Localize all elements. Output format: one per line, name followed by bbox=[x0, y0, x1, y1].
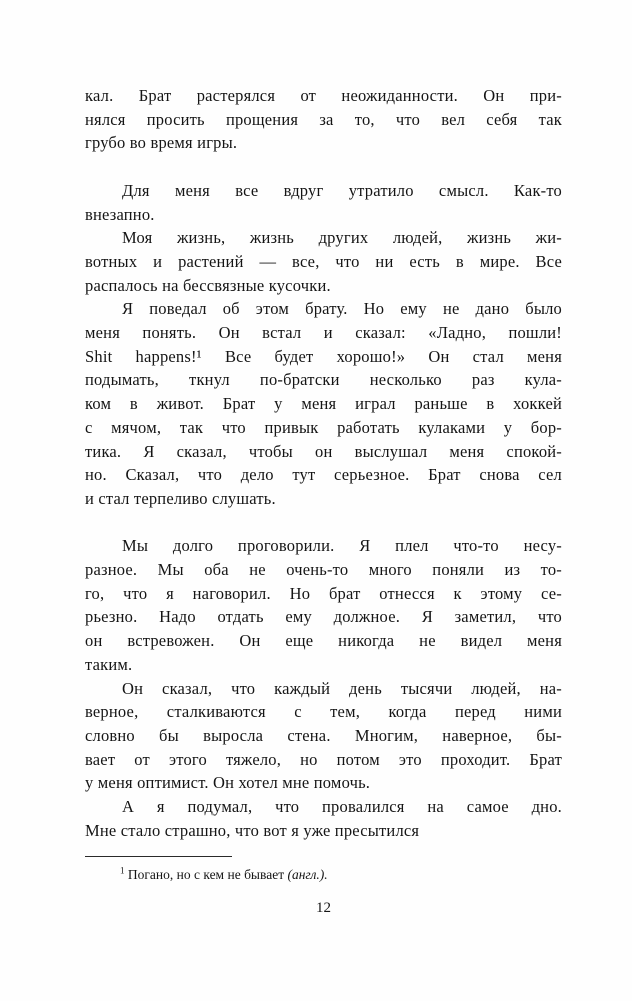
paragraph bbox=[85, 677, 562, 796]
paragraph bbox=[85, 795, 562, 842]
text-line: Он сказал, что каждый день тысячи людей, на- bbox=[122, 678, 562, 698]
footnote-separator bbox=[85, 856, 232, 857]
text-line: таким. bbox=[85, 654, 133, 674]
text-line: но. Сказал, что дело тут серьезное. Брат снова сел bbox=[85, 465, 562, 485]
text-line: го, что я наговорил. Но брат отнесся к этому се- bbox=[85, 583, 562, 603]
page-number: 12 bbox=[316, 900, 331, 916]
text-line: разное. Мы оба не очень-то много поняли из то- bbox=[85, 560, 562, 580]
text-line: Для меня все вдруг утратило смысл. Как-то bbox=[122, 180, 562, 200]
text-line: словно бы выросла стена. Многим, наверное, бы- bbox=[85, 725, 562, 745]
paragraph bbox=[85, 226, 562, 297]
text-line: А я подумал, что провалился на самое дно. bbox=[122, 797, 562, 817]
paragraph bbox=[85, 297, 562, 510]
text-line: вотных и растений — все, что ни есть в мире. Все bbox=[85, 251, 562, 271]
text-line: внезапно. bbox=[85, 204, 155, 224]
paragraph bbox=[85, 84, 562, 155]
text-line: и стал терпеливо слушать. bbox=[85, 488, 276, 508]
text-line: с мячом, так что привык работать кулаками у бор- bbox=[85, 417, 562, 437]
footnote-text: Погано, но с кем не бывает bbox=[124, 867, 288, 882]
text-line: он встревожен. Он еще никогда не видел меня bbox=[85, 631, 562, 651]
text-line: у меня оптимист. Он хотел мне помочь. bbox=[85, 773, 371, 793]
text-line: Моя жизнь, жизнь других людей, жизнь жи- bbox=[122, 228, 562, 248]
text-line: подымать, ткнул по-братски несколько раз кула- bbox=[85, 370, 562, 390]
text-line: ком в живот. Брат у меня играл раньше в хоккей bbox=[85, 394, 562, 414]
footnote-language-note: (англ.). bbox=[287, 867, 328, 882]
text-line: нялся просить прощения за то, что вел себя так bbox=[85, 109, 562, 129]
paragraph bbox=[85, 534, 562, 676]
text-line: распалось на бессвязные кусочки. bbox=[85, 275, 331, 295]
footnote bbox=[85, 866, 562, 884]
footnote-marker: 1 bbox=[120, 865, 125, 876]
text-line: Мы долго проговорили. Я плел что-то несу- bbox=[122, 536, 562, 556]
text-line: Мне стало страшно, что вот я уже пресытился bbox=[85, 820, 420, 840]
text-line: меня понять. Он встал и сказал: «Ладно, пошли! bbox=[85, 323, 562, 343]
text-line: кал. Брат растерялся от неожиданности. Он при- bbox=[85, 86, 562, 105]
text-line: Shit happens!¹ Все будет хорошо!» Он стал меня bbox=[85, 346, 562, 366]
text-line: тика. Я сказал, чтобы он выслушал меня спокой- bbox=[85, 441, 562, 461]
text-line: верное, сталкиваются с тем, когда перед ними bbox=[85, 702, 562, 722]
paragraph bbox=[85, 179, 562, 226]
text-block bbox=[85, 84, 562, 842]
text-line: грубо во время игры. bbox=[85, 133, 238, 153]
text-line: вает от этого тяжело, но потом это проходит. Брат bbox=[85, 749, 562, 769]
text-line: рьезно. Надо отдать ему должное. Я заметил, что bbox=[85, 607, 562, 627]
text-line: Я поведал об этом брату. Но ему не дано было bbox=[122, 299, 562, 319]
